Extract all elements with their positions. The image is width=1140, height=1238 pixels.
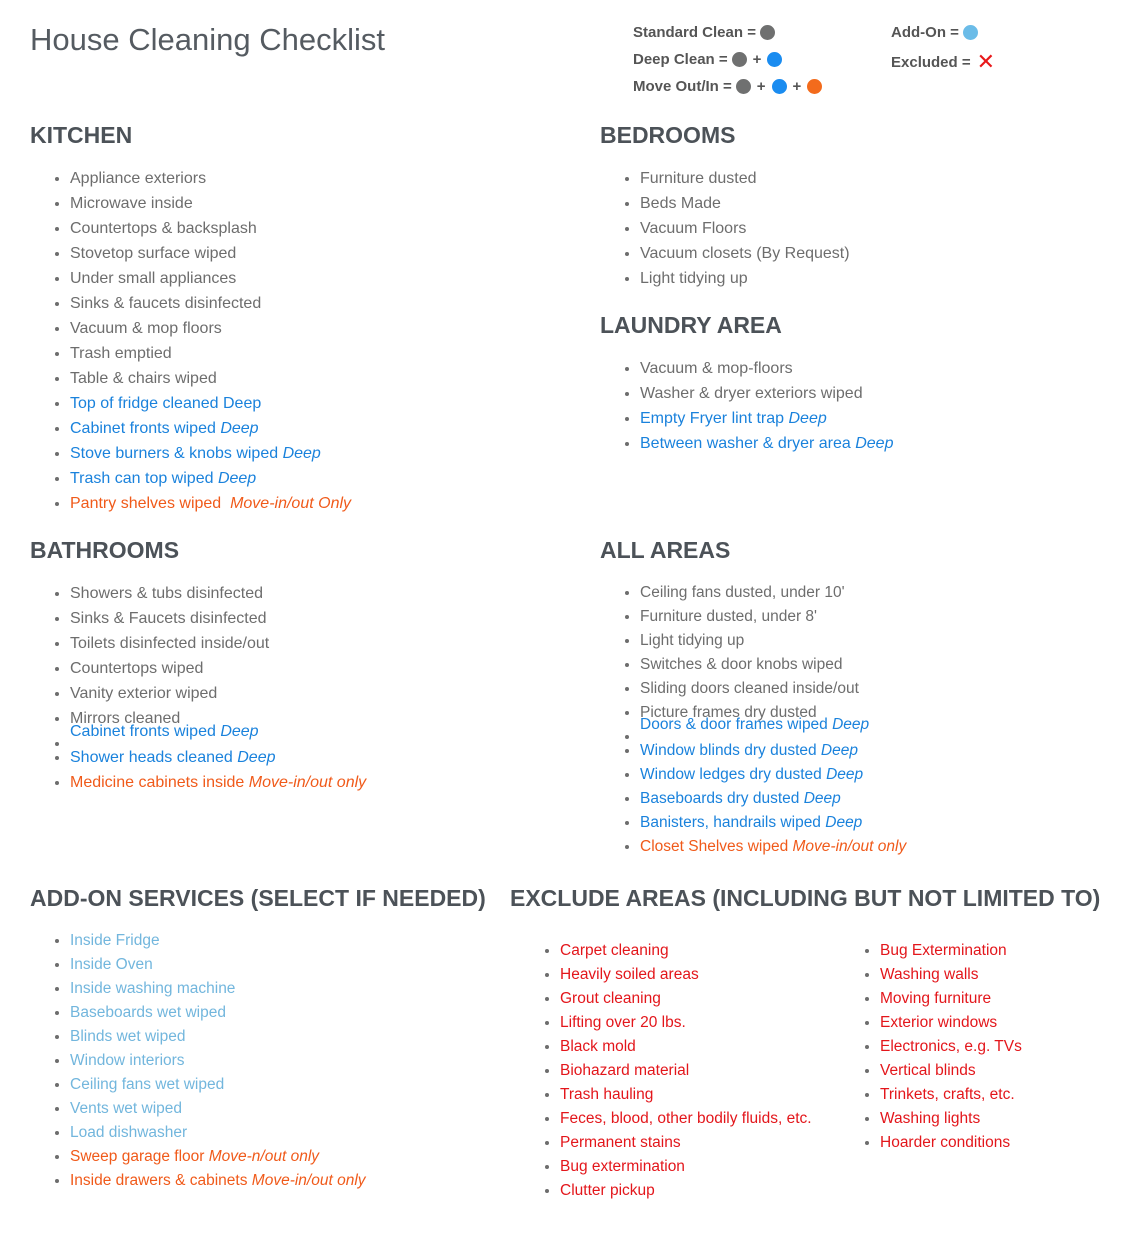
list-item: • Vertical blinds <box>880 1059 1140 1083</box>
excluded-x-icon: ✕ <box>976 49 996 74</box>
item-text: Baseboards dry dusted <box>640 790 804 807</box>
list-item: • Sinks & Faucets disinfected <box>70 606 550 631</box>
list-item: • Countertops & backsplash <box>70 216 550 241</box>
item-tag: Deep <box>826 766 864 783</box>
list-item: • Vacuum & mop floors <box>70 316 550 341</box>
list-item: • Light tidying up <box>640 629 1140 653</box>
exclude-heading: EXCLUDE AREAS (INCLUDING BUT NOT LIMITED TO) <box>510 885 1101 911</box>
list-item <box>640 763 1140 787</box>
list-item: • Trash hauling <box>560 1083 880 1107</box>
item-text: Cabinet fronts wiped <box>70 420 221 437</box>
exclude-list-col1 <box>520 939 880 1203</box>
item-tag: Deep <box>825 814 863 831</box>
list-item <box>70 1145 530 1169</box>
item-text: Pantry shelves wiped <box>70 495 231 512</box>
list-item <box>640 739 1140 763</box>
list-item: • Showers & tubs disinfected <box>70 581 550 606</box>
list-item <box>70 723 550 745</box>
list-item: • Trash emptied <box>70 341 550 366</box>
legend-deep <box>633 51 786 68</box>
list-item: • Toilets disinfected inside/out <box>70 631 550 656</box>
item-text: Window ledges dry dusted <box>640 766 827 783</box>
list-item: • Vacuum & mop-floors <box>640 356 1120 381</box>
list-item <box>70 491 550 516</box>
list-item: • Mirrors cleaned <box>70 706 550 731</box>
item-text: Cabinet fronts wiped <box>70 723 221 740</box>
list-item: • Hoarder conditions <box>880 1131 1140 1155</box>
all-areas-heading: ALL AREAS <box>600 537 731 563</box>
standard-dot-icon <box>760 25 775 40</box>
list-item: • Microwave inside <box>70 191 550 216</box>
item-tag: Move-in/out only <box>792 838 907 855</box>
item-text: Medicine cabinets inside <box>70 774 249 791</box>
laundry-list <box>600 356 1120 456</box>
list-item: • Inside Oven <box>70 953 530 977</box>
legend-excluded-label: Excluded = <box>891 53 971 71</box>
list-item <box>640 716 1140 739</box>
legend <box>633 24 1103 104</box>
list-item: • Lifting over 20 lbs. <box>560 1011 880 1035</box>
item-text: Top of fridge cleaned Deep <box>70 395 262 412</box>
kitchen-list <box>30 166 550 516</box>
list-item: • Ceiling fans wet wiped <box>70 1073 530 1097</box>
list-item <box>70 416 550 441</box>
bedrooms-list <box>600 166 1120 291</box>
item-text: Sweep garage floor <box>70 1148 209 1165</box>
standard-dot-icon <box>736 79 751 94</box>
list-item: • Vacuum Floors <box>640 216 1120 241</box>
list-item: • Stovetop surface wiped <box>70 241 550 266</box>
list-item: • Bug Extermination <box>880 939 1140 963</box>
list-item: • Inside Fridge <box>70 929 530 953</box>
list-item: • Washing lights <box>880 1107 1140 1131</box>
item-text: Trash can top wiped <box>70 470 218 487</box>
list-item: • Carpet cleaning <box>560 939 880 963</box>
list-item <box>640 431 1120 456</box>
list-item: • Furniture dusted <box>640 166 1120 191</box>
list-item: • Permanent stains <box>560 1131 880 1155</box>
list-item: • Baseboards wet wiped <box>70 1001 530 1025</box>
list-item <box>70 441 550 466</box>
legend-addon-label: Add-On = <box>891 24 959 41</box>
item-tag: Deep <box>217 470 257 487</box>
item-tag: Deep <box>820 742 858 759</box>
list-item: • Moving furniture <box>880 987 1140 1011</box>
all-areas-list <box>600 581 1140 859</box>
item-tag: Move-n/out only <box>208 1148 320 1165</box>
list-item: • Window interiors <box>70 1049 530 1073</box>
list-item: • Clutter pickup <box>560 1179 880 1203</box>
list-item: • Beds Made <box>640 191 1120 216</box>
addon-dot-icon <box>963 25 978 40</box>
list-item <box>640 835 1140 859</box>
list-item: • Vents wet wiped <box>70 1097 530 1121</box>
plus-sign: + <box>756 78 766 95</box>
list-item: • Appliance exteriors <box>70 166 550 191</box>
item-tag: Deep <box>220 723 259 740</box>
list-item: • Ceiling fans dusted, under 10' <box>640 581 1140 605</box>
list-item: • Bug extermination <box>560 1155 880 1179</box>
addons-list <box>30 929 530 1193</box>
deep-dot-icon <box>772 79 787 94</box>
list-item: • Blinds wet wiped <box>70 1025 530 1049</box>
kitchen-heading: KITCHEN <box>30 122 133 148</box>
legend-move <box>633 78 826 95</box>
item-tag: Deep <box>803 790 841 807</box>
bathrooms-heading: BATHROOMS <box>30 537 180 563</box>
legend-deep-label: Deep Clean = <box>633 51 728 68</box>
list-item: • Picture frames dry dusted <box>640 701 1140 725</box>
list-item: • Electronics, e.g. TVs <box>880 1035 1140 1059</box>
move-dot-icon <box>807 79 822 94</box>
item-text: Stove burners & knobs wiped <box>70 445 283 462</box>
list-item: • Vanity exterior wiped <box>70 681 550 706</box>
addons-heading: ADD-ON SERVICES (SELECT IF NEEDED) <box>30 885 486 911</box>
list-item: • Countertops wiped <box>70 656 550 681</box>
item-tag: Deep <box>220 420 259 437</box>
item-tag: Deep <box>788 410 827 427</box>
list-item: • Biohazard material <box>560 1059 880 1083</box>
legend-excluded <box>891 51 995 73</box>
list-item <box>70 770 550 795</box>
item-text: Window blinds dry dusted <box>640 742 821 759</box>
laundry-heading: LAUNDRY AREA <box>600 312 782 338</box>
bathrooms-list <box>30 581 550 795</box>
plus-sign: + <box>752 51 762 68</box>
list-item <box>70 466 550 491</box>
list-item <box>640 811 1140 835</box>
list-item <box>70 391 550 416</box>
item-tag: Deep <box>282 445 321 462</box>
item-tag: Move-in/out only <box>251 1172 366 1189</box>
list-item: • Black mold <box>560 1035 880 1059</box>
list-item: • Sinks & faucets disinfected <box>70 291 550 316</box>
list-item: • Sliding doors cleaned inside/out <box>640 677 1140 701</box>
item-text: Inside drawers & cabinets <box>70 1172 252 1189</box>
item-text: Between washer & dryer area <box>640 435 856 452</box>
list-item <box>70 745 550 770</box>
list-item: • Light tidying up <box>640 266 1120 291</box>
legend-standard <box>633 24 779 41</box>
list-item: • Exterior windows <box>880 1011 1140 1035</box>
legend-move-label: Move Out/In = <box>633 78 732 95</box>
list-item: • Grout cleaning <box>560 987 880 1011</box>
list-item: • Switches & door knobs wiped <box>640 653 1140 677</box>
item-tag: Move-in/out Only <box>230 495 352 512</box>
item-text: Empty Fryer lint trap <box>640 410 789 427</box>
item-text: Doors & door frames wiped <box>640 716 833 733</box>
list-item: • Washer & dryer exteriors wiped <box>640 381 1120 406</box>
list-item <box>70 1169 530 1193</box>
item-tag: Deep <box>832 716 870 733</box>
deep-dot-icon <box>767 52 782 67</box>
page-title: House Cleaning Checklist <box>30 22 385 57</box>
list-item: • Inside washing machine <box>70 977 530 1001</box>
list-item: • Furniture dusted, under 8' <box>640 605 1140 629</box>
item-text: Closet Shelves wiped <box>640 838 793 855</box>
list-item: • Vacuum closets (By Request) <box>640 241 1120 266</box>
item-text: Shower heads cleaned <box>70 749 238 766</box>
item-tag: Deep <box>855 435 894 452</box>
item-text: Banisters, handrails wiped <box>640 814 826 831</box>
item-tag: Deep <box>237 749 276 766</box>
list-item: • Table & chairs wiped <box>70 366 550 391</box>
legend-addon <box>891 24 982 41</box>
item-tag: Move-in/out only <box>248 774 367 791</box>
list-item <box>640 787 1140 811</box>
list-item: • Load dishwasher <box>70 1121 530 1145</box>
exclude-list-col2 <box>840 939 1140 1155</box>
list-item <box>640 406 1120 431</box>
list-item: • Feces, blood, other bodily fluids, etc. <box>560 1107 880 1131</box>
list-item: • Heavily soiled areas <box>560 963 880 987</box>
bedrooms-heading: BEDROOMS <box>600 122 736 148</box>
list-item: • Trinkets, crafts, etc. <box>880 1083 1140 1107</box>
standard-dot-icon <box>732 52 747 67</box>
legend-standard-label: Standard Clean = <box>633 24 756 41</box>
plus-sign: + <box>792 78 802 95</box>
list-item: • Washing walls <box>880 963 1140 987</box>
list-item: • Under small appliances <box>70 266 550 291</box>
